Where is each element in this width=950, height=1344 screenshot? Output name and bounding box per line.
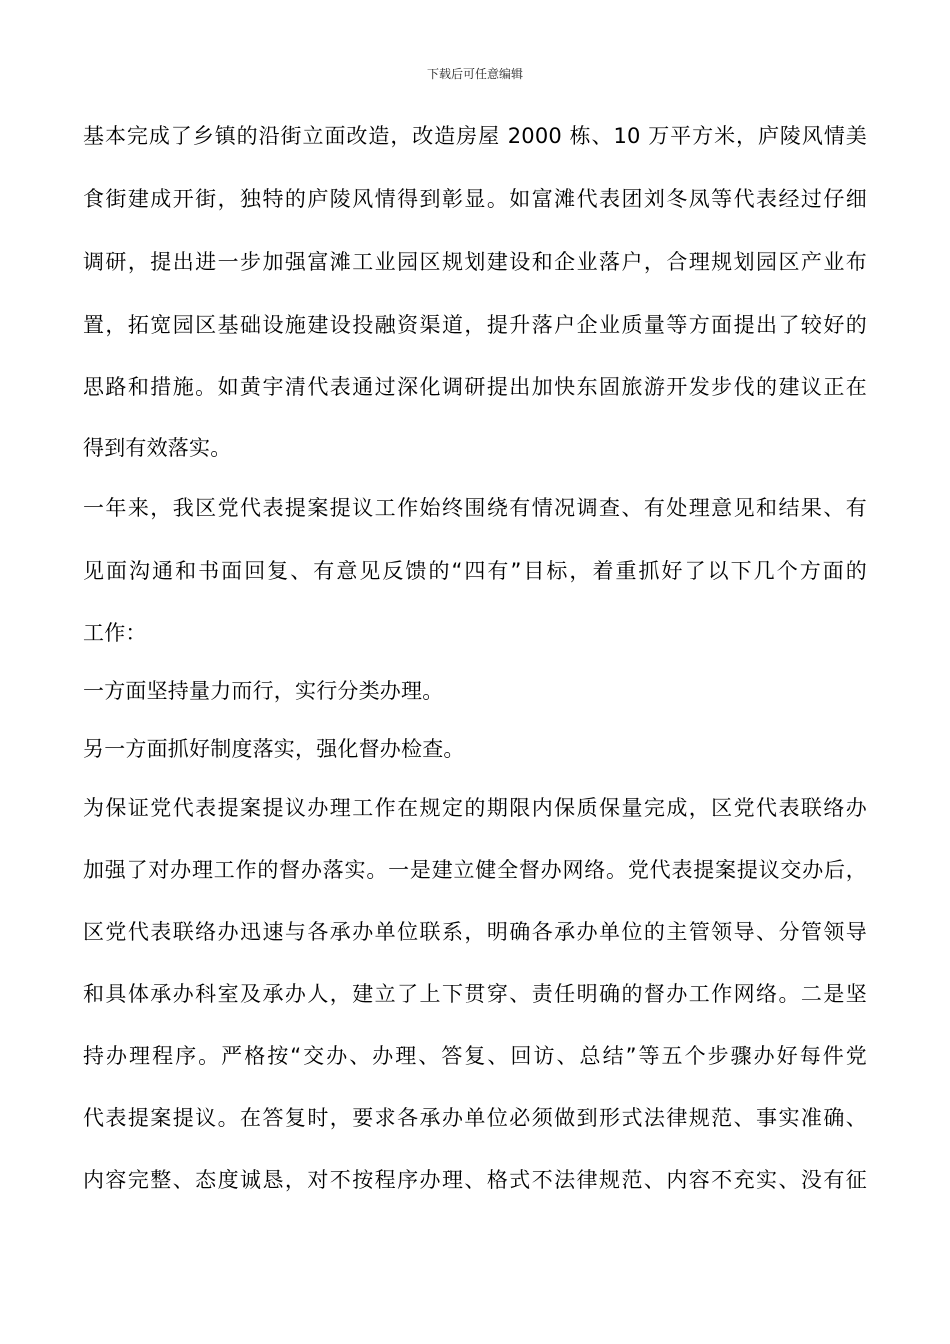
body-line: 和具体承办科室及承办人，建立了上下贯穿、责任明确的督办工作网络。二是坚 (83, 982, 867, 1006)
body-line: 一方面坚持量力而行，实行分类办理。 (83, 679, 444, 703)
body-line: 一年来，我区党代表提案提议工作始终围绕有情况调查、有处理意见和结果、有 (83, 496, 867, 520)
body-line: 基本完成了乡镇的沿街立面改造，改造房屋 2000 栋、10 万平方米，庐陵风情美 (83, 124, 867, 148)
body-line: 思路和措施。如黄宇清代表通过深化调研提出加快东固旅游开发步伐的建议正在 (83, 375, 867, 399)
body-line: 调研，提出进一步加强富滩工业园区规划建设和企业落户，合理规划园区产业布 (83, 250, 867, 274)
body-line: 食街建成开街，独特的庐陵风情得到彰显。如富滩代表团刘冬凤等代表经过仔细 (83, 187, 867, 211)
body-line: 代表提案提议。在答复时，要求各承办单位必须做到形式法律规范、事实准确、 (83, 1106, 867, 1130)
body-line: 工作： (83, 621, 147, 645)
body-line: 另一方面抓好制度落实，强化督办检查。 (83, 737, 465, 761)
body-line: 内容完整、态度诚恳，对不按程序办理、格式不法律规范、内容不充实、没有征 (83, 1168, 867, 1192)
page-header: 下载后可任意编辑 (426, 67, 523, 81)
body-line: 加强了对办理工作的督办落实。一是建立健全督办网络。党代表提案提议交办后， (83, 858, 867, 882)
body-line: 见面沟通和书面回复、有意见反馈的“四有”目标，着重抓好了以下几个方面的 (83, 559, 867, 583)
body-line: 为保证党代表提案提议办理工作在规定的期限内保质保量完成，区党代表联络办 (83, 796, 867, 820)
body-line: 得到有效落实。 (83, 436, 232, 460)
body-line: 置，拓宽园区基础设施建设投融资渠道，提升落户企业质量等方面提出了较好的 (83, 313, 867, 337)
body-line: 持办理程序。严格按“交办、办理、答复、回访、总结”等五个步骤办好每件党 (83, 1044, 867, 1068)
body-line: 区党代表联络办迅速与各承办单位联系，明确各承办单位的主管领导、分管领导 (83, 920, 867, 944)
